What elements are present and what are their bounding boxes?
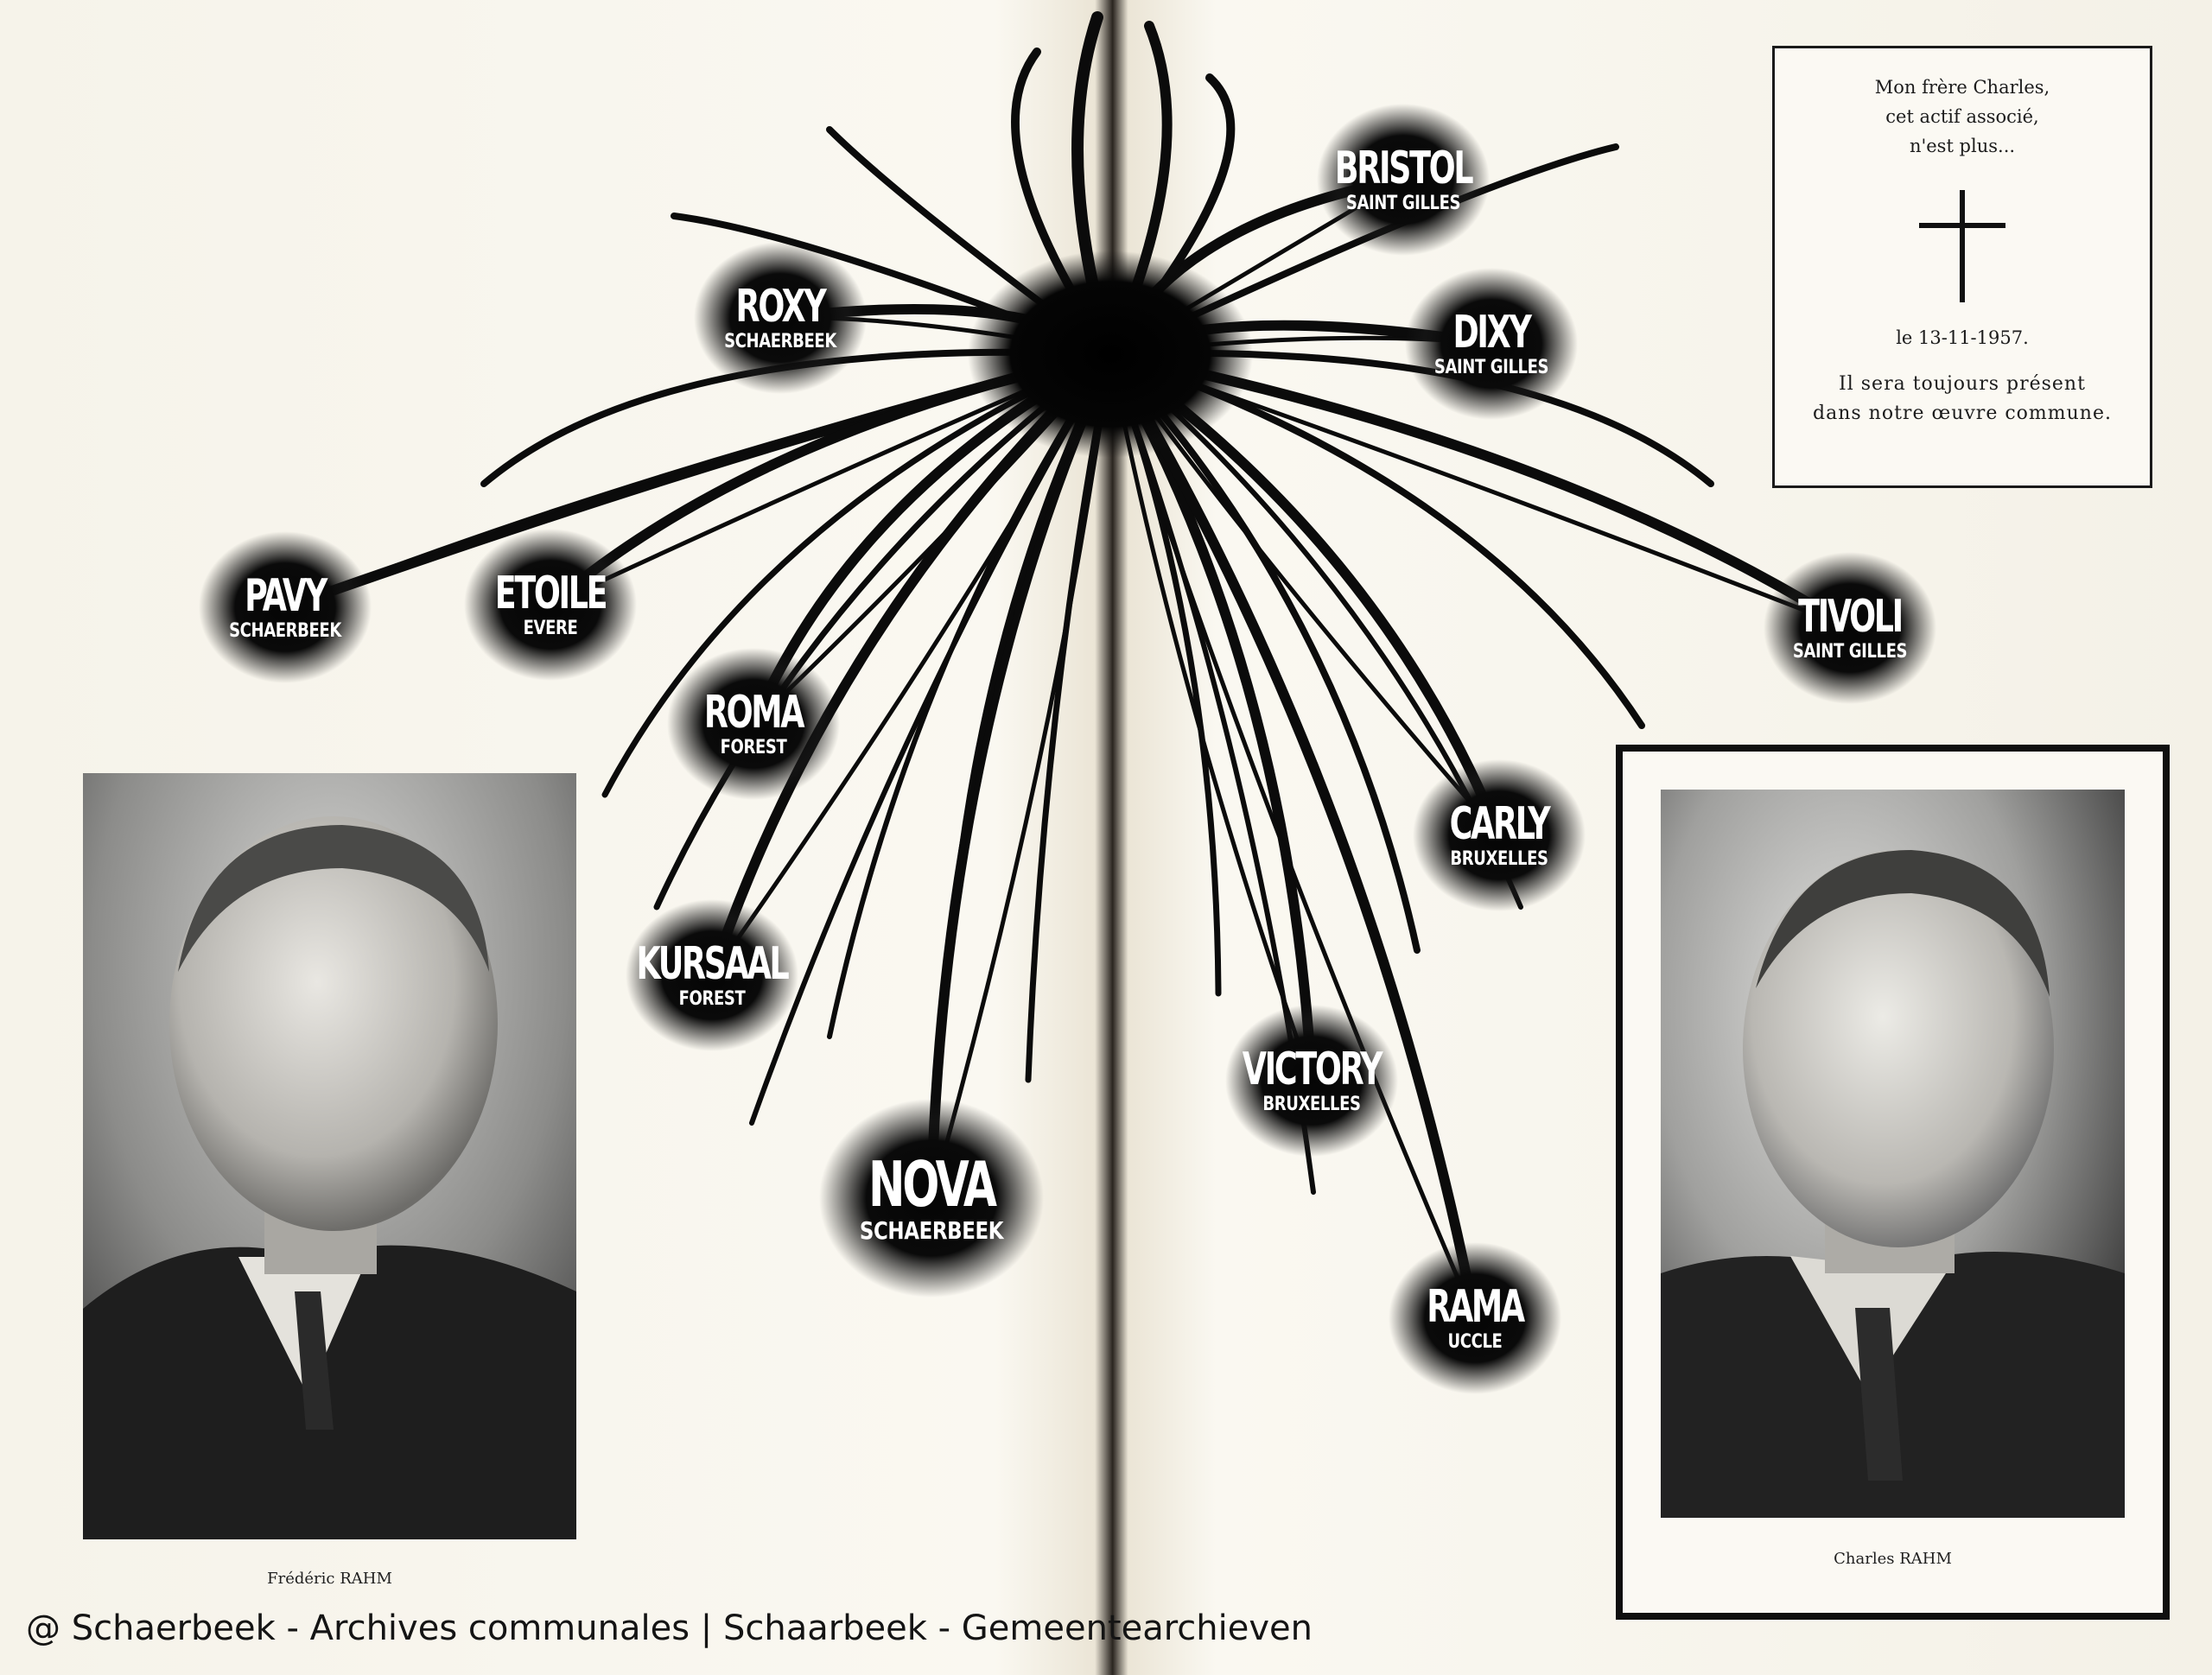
venue-name: RAMA bbox=[1427, 1281, 1523, 1333]
venue-city: BRUXELLES bbox=[1450, 848, 1548, 870]
portrait-photo bbox=[83, 773, 576, 1539]
archive-credit: @ Schaerbeek - Archives communales | Schaarbeek - Gemeentearchieven bbox=[26, 1608, 1313, 1648]
memorial-line: Mon frère Charles, bbox=[1874, 77, 2050, 98]
venue-name: VICTORY bbox=[1242, 1044, 1382, 1095]
portrait-photo bbox=[1661, 790, 2125, 1518]
memorial-card bbox=[1772, 46, 2152, 488]
venue-roxy bbox=[664, 281, 897, 352]
memorial-line: cet actif associé, bbox=[1885, 106, 2039, 127]
venue-rama bbox=[1358, 1281, 1592, 1353]
venue-city: FOREST bbox=[678, 988, 746, 1010]
portrait-frederic-rahm bbox=[83, 773, 576, 1539]
memorial-date: le 13-11-1957. bbox=[1896, 327, 2029, 348]
venue-kursaal bbox=[595, 938, 829, 1010]
venue-city: SCHAERBEEK bbox=[229, 620, 341, 642]
cross-icon bbox=[1919, 190, 2005, 302]
portrait-caption-left: Frédéric RAHM bbox=[267, 1570, 392, 1588]
venue-bristol bbox=[1287, 143, 1520, 214]
venue-city: FOREST bbox=[720, 737, 787, 758]
venue-city: SCHAERBEEK bbox=[724, 331, 836, 352]
venue-tivoli bbox=[1733, 591, 1967, 663]
venue-name: NOVA bbox=[868, 1148, 995, 1221]
venue-city: SAINT GILLES bbox=[1433, 357, 1549, 378]
venue-nova bbox=[815, 1148, 1048, 1245]
burst-core bbox=[968, 251, 1253, 458]
memorial-line: dans notre œuvre commune. bbox=[1813, 403, 2112, 424]
venue-name: BRISTOL bbox=[1334, 143, 1472, 194]
venue-name: ROMA bbox=[703, 687, 804, 739]
venue-name: PAVY bbox=[245, 570, 326, 622]
venue-city: SAINT GILLES bbox=[1345, 193, 1461, 214]
venue-name: ETOILE bbox=[494, 568, 607, 619]
venue-name: TIVOLI bbox=[1798, 591, 1902, 643]
portrait-caption-right: Charles RAHM bbox=[1834, 1550, 1952, 1568]
venue-name: KURSAAL bbox=[636, 938, 788, 990]
memorial-line: n'est plus... bbox=[1909, 136, 2016, 156]
memorial-line: Il sera toujours présent bbox=[1839, 373, 2086, 395]
venue-etoile bbox=[434, 568, 667, 639]
venue-victory bbox=[1195, 1044, 1428, 1115]
venue-city: UCCLE bbox=[1447, 1331, 1503, 1353]
venue-name: DIXY bbox=[1452, 307, 1530, 358]
burst-ray bbox=[1110, 354, 1312, 1081]
venue-city: SCHAERBEEK bbox=[859, 1216, 1004, 1245]
venue-city: EVERE bbox=[523, 618, 578, 639]
venue-pavy bbox=[168, 570, 402, 642]
venue-city: BRUXELLES bbox=[1262, 1094, 1361, 1115]
venue-city: SAINT GILLES bbox=[1792, 641, 1908, 663]
venue-roma bbox=[637, 687, 870, 758]
burst-ray bbox=[1110, 354, 1312, 1081]
venue-carly bbox=[1382, 798, 1616, 870]
portrait-frame-charles-rahm bbox=[1616, 745, 2170, 1620]
venue-dixy bbox=[1375, 307, 1608, 378]
venue-name: ROXY bbox=[735, 281, 825, 333]
venue-name: CARLY bbox=[1449, 798, 1549, 850]
portrait-charles-rahm bbox=[1661, 790, 2125, 1518]
